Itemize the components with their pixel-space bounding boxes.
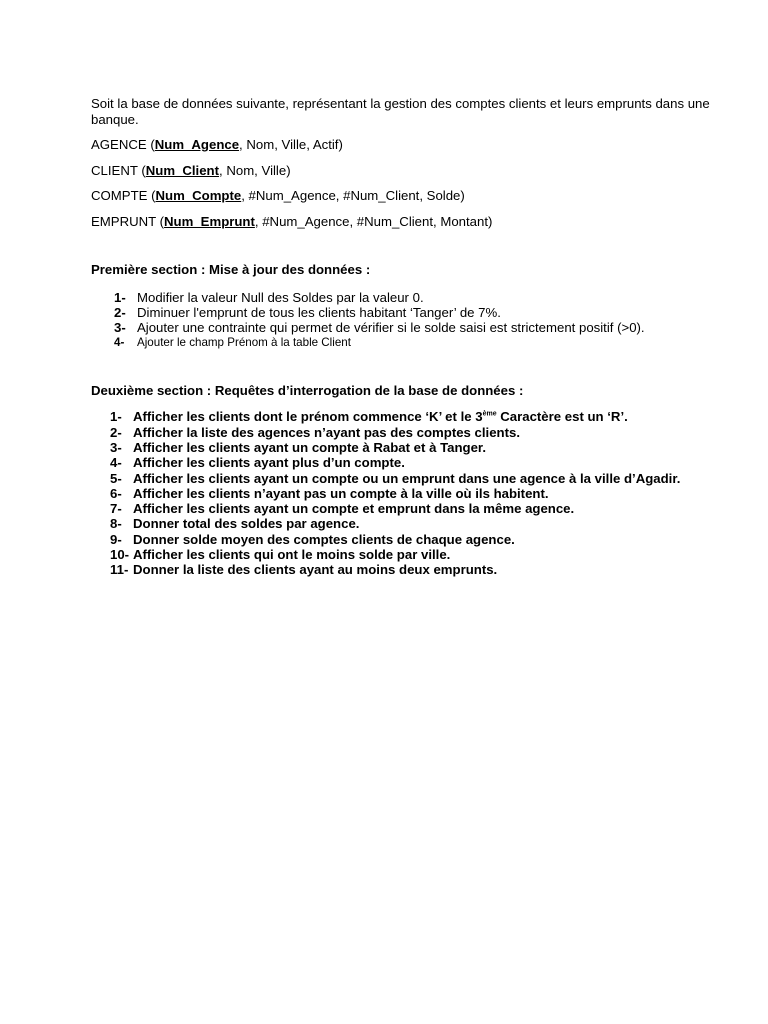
schema-agence: AGENCE (Num_Agence, Nom, Ville, Actif)	[91, 137, 343, 152]
item-text: Diminuer l'emprunt de tous les clients habitant ‘Tanger’ de 7%.	[137, 304, 501, 320]
list-item	[91, 305, 741, 320]
schema-name: CLIENT	[91, 162, 138, 178]
list-item	[91, 335, 741, 350]
list-item	[91, 516, 741, 531]
item-number: 10-	[110, 547, 130, 563]
item-number: 6-	[110, 485, 122, 501]
item-text: Afficher les clients ayant plus d’un compte.	[133, 455, 405, 471]
schema-emprunt: EMPRUNT (Num_Emprunt, #Num_Agence, #Num_Client, Montant)	[91, 213, 493, 229]
list-item	[91, 320, 741, 335]
list-item	[91, 471, 741, 486]
intro-paragraph: Soit la base de données suivante, représentant la gestion des comptes clients et leurs emprunts dans une banque.	[91, 96, 710, 127]
list-item	[91, 562, 741, 577]
item-text: Afficher la liste des agences n’ayant pas des comptes clients.	[133, 424, 520, 440]
list-item	[91, 532, 741, 547]
primary-key: Num_Compte	[155, 188, 242, 203]
item-text-end: Caractère est un ‘R’.	[496, 409, 628, 425]
list-item	[91, 547, 741, 562]
item-number: 2-	[110, 424, 122, 440]
primary-key: Num_Emprunt	[164, 213, 255, 229]
schema-attributes: , #Num_Agence, #Num_Client, Montant)	[254, 213, 493, 229]
schema-attributes: , Nom, Ville)	[219, 162, 291, 178]
list-item	[91, 290, 741, 305]
item-number: 2-	[114, 304, 126, 320]
document-content	[91, 96, 741, 578]
section1-title: Première section : Mise à jour des données :	[91, 262, 371, 277]
schema-client: CLIENT (Num_Client, Nom, Ville)	[91, 162, 291, 178]
schema-name: COMPTE	[91, 188, 148, 203]
item-number: 3-	[110, 439, 122, 455]
item-number: 11-	[110, 562, 129, 578]
list-item	[91, 501, 741, 516]
item-number: 7-	[110, 501, 122, 517]
item-number: 3-	[114, 319, 126, 335]
item-text: Donner solde moyen des comptes clients de chaque agence.	[133, 531, 515, 547]
item-number: 1-	[114, 289, 126, 305]
list-item	[91, 440, 741, 455]
schema-attributes: , #Num_Agence, #Num_Client, Solde)	[241, 188, 465, 203]
item-text: Ajouter le champ Prénom à la table Client	[137, 335, 351, 349]
item-number: 1-	[110, 409, 122, 425]
item-number: 4-	[110, 455, 122, 471]
section2-list	[91, 409, 741, 577]
item-text: Donner la liste des clients ayant au moins deux emprunts.	[133, 562, 498, 578]
primary-key: Num_Agence	[154, 137, 240, 152]
list-item	[91, 409, 741, 424]
schema-name: AGENCE	[91, 137, 147, 152]
item-number: 5-	[110, 470, 122, 486]
item-number: 4-	[114, 335, 125, 349]
item-text: Afficher les clients ayant un compte ou un emprunt dans une agence à la ville d’Agadir.	[133, 470, 681, 486]
item-text: Afficher les clients ayant un compte et emprunt dans la même agence.	[133, 501, 575, 517]
list-item	[91, 455, 741, 470]
item-number: 9-	[110, 531, 122, 547]
item-text: Donner total des soldes par agence.	[133, 516, 360, 532]
superscript: ème	[482, 410, 497, 418]
list-item	[91, 486, 741, 501]
schema-attributes: , Nom, Ville, Actif)	[239, 137, 343, 152]
list-item	[91, 425, 741, 440]
item-text: Ajouter une contrainte qui permet de vérifier si le solde saisi est strictement positif (>0).	[137, 319, 645, 335]
schema-name: EMPRUNT	[91, 213, 156, 229]
item-number: 8-	[110, 516, 122, 532]
section2-title: Deuxième section : Requêtes d’interrogation de la base de données :	[91, 382, 524, 398]
item-text: Modifier la valeur Null des Soldes par la valeur 0.	[137, 289, 424, 305]
item-text: Afficher les clients n’ayant pas un compte à la ville où ils habitent.	[133, 485, 549, 501]
item-text: Afficher les clients ayant un compte à Rabat et à Tanger.	[133, 439, 486, 455]
section1-list	[91, 290, 741, 350]
primary-key: Num_Client	[145, 162, 220, 178]
item-text: Afficher les clients qui ont le moins solde par ville.	[133, 547, 451, 563]
schema-compte: COMPTE (Num_Compte, #Num_Agence, #Num_Client, Solde)	[91, 188, 465, 203]
item-text-start: Afficher les clients dont le prénom commence ‘K’ et le 3	[133, 409, 483, 425]
